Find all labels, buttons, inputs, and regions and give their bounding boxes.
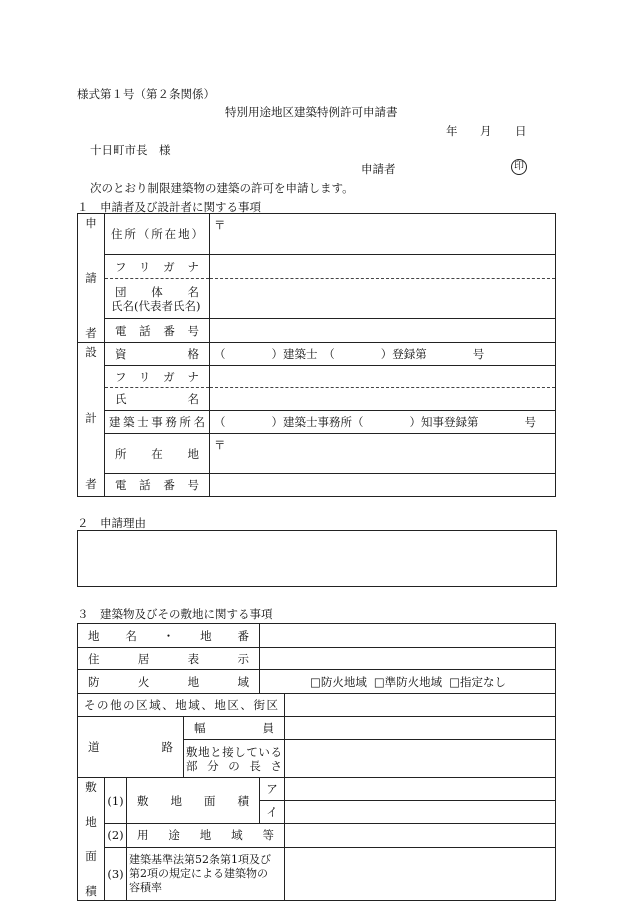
far-label-line3: 容積率	[129, 880, 162, 894]
use-number: (2)	[105, 824, 127, 847]
designer-char: 計	[85, 411, 97, 425]
site-char: 積	[85, 883, 97, 898]
far-number: (3)	[105, 847, 127, 900]
building-site-table	[77, 623, 556, 901]
fire-option-none[interactable]: □指定なし	[449, 674, 506, 689]
intro-text: 次のとおり制限建築物の建築の許可を申請します。	[90, 181, 354, 195]
site-char: 面	[85, 849, 97, 864]
qualification-field[interactable]	[210, 343, 556, 366]
fire-options	[260, 670, 556, 694]
use-label: 用途地域等	[127, 824, 285, 847]
designer-name-field[interactable]	[210, 388, 556, 411]
page-title: 特別用途地区建築特例許可申請書	[225, 105, 398, 119]
office-value: （ ）建築士事務所（ ）知事登録第 号	[214, 415, 536, 429]
date-month: 月	[480, 124, 492, 138]
contact-label-line1: 敷地と接している	[186, 744, 282, 759]
far-label-line2: 第2項の規定による建築物の	[129, 866, 268, 880]
fire-label: 防火地域	[78, 670, 260, 694]
phone-label: 電話番号	[105, 319, 210, 343]
far-label	[127, 847, 285, 900]
applicant-char: 請	[85, 271, 97, 285]
location-field[interactable]	[210, 434, 556, 474]
date-year: 年	[446, 124, 458, 138]
site-char: 地	[85, 814, 97, 829]
qualification-label: 資格	[105, 343, 210, 366]
date-day: 日	[515, 124, 527, 138]
use-field[interactable]	[285, 824, 556, 847]
designer-furigana-label: フリガナ	[105, 366, 210, 388]
area-a-field[interactable]	[285, 778, 556, 801]
designer-char: 者	[85, 477, 97, 491]
rep-name-label: 氏名(代表者氏名)	[111, 298, 201, 313]
area-number: (1)	[105, 778, 127, 824]
residence-field[interactable]	[260, 648, 556, 670]
applicant-char: 者	[85, 326, 97, 340]
far-label-line1: 建築基準法第52条第1項及び	[129, 852, 271, 866]
section3-heading: ３ 建築物及びその敷地に関する事項	[77, 607, 273, 621]
reason-box[interactable]	[77, 530, 557, 587]
road-label: 道路	[78, 717, 184, 778]
contact-length-label	[184, 740, 285, 778]
lot-label: 地名・地番	[78, 624, 260, 648]
designer-name-label: 氏名	[105, 388, 210, 411]
lot-field[interactable]	[260, 624, 556, 648]
area-i-mark: イ	[260, 801, 285, 824]
seal-icon: 印	[511, 159, 527, 175]
area-a-mark: ア	[260, 778, 285, 801]
name-field[interactable]	[210, 279, 556, 319]
qualification-value: （ ）建築士 （ ）登録第 号	[214, 347, 485, 361]
section2-heading: ２ 申請理由	[77, 516, 146, 530]
postal-mark: 〒	[214, 218, 226, 232]
far-field[interactable]	[285, 847, 556, 900]
area-i-field[interactable]	[285, 801, 556, 824]
furigana-field[interactable]	[210, 255, 556, 279]
designer-char: 設	[85, 345, 97, 359]
residence-label: 住居表示	[78, 648, 260, 670]
other-zones-label: その他の区域、地域、地区、街区	[78, 694, 285, 717]
contact-label-line2: 部分の長さ	[186, 758, 282, 773]
applicant-designer-table	[77, 213, 556, 497]
name-label	[105, 279, 210, 319]
width-field[interactable]	[285, 717, 556, 740]
designer-vertical-label	[78, 343, 105, 497]
applicant-vertical-label	[78, 214, 105, 343]
site-vertical-label	[78, 778, 105, 901]
area-label: 敷地面積	[127, 778, 260, 824]
fire-option-semi-fireproof[interactable]: □準防火地域	[373, 674, 443, 689]
designer-furigana-field[interactable]	[210, 366, 556, 388]
addressee: 十日町市長 様	[90, 143, 171, 157]
location-label: 所在地	[105, 434, 210, 474]
office-field[interactable]	[210, 411, 556, 434]
office-label: 建築士事務所名	[105, 411, 210, 434]
other-zones-field[interactable]	[285, 694, 556, 717]
postal-mark: 〒	[214, 438, 226, 452]
contact-length-field[interactable]	[285, 740, 556, 778]
phone-field[interactable]	[210, 319, 556, 343]
site-char: 敷	[85, 780, 97, 794]
address-field[interactable]	[210, 214, 556, 255]
applicant-char: 申	[85, 216, 97, 230]
width-label: 幅員	[184, 717, 285, 740]
fire-option-fireproof[interactable]: □防火地域	[310, 674, 367, 689]
section1-heading: １ 申請者及び設計者に関する事項	[77, 200, 261, 214]
furigana-label: フリガナ	[105, 255, 210, 279]
applicant-label: 申請者	[361, 162, 396, 176]
address-label: 住所（所在地）	[105, 214, 210, 255]
group-name-label: 団体名	[115, 284, 199, 299]
designer-phone-label: 電話番号	[105, 474, 210, 497]
designer-phone-field[interactable]	[210, 474, 556, 497]
form-number: 様式第１号（第２条関係）	[77, 87, 215, 101]
